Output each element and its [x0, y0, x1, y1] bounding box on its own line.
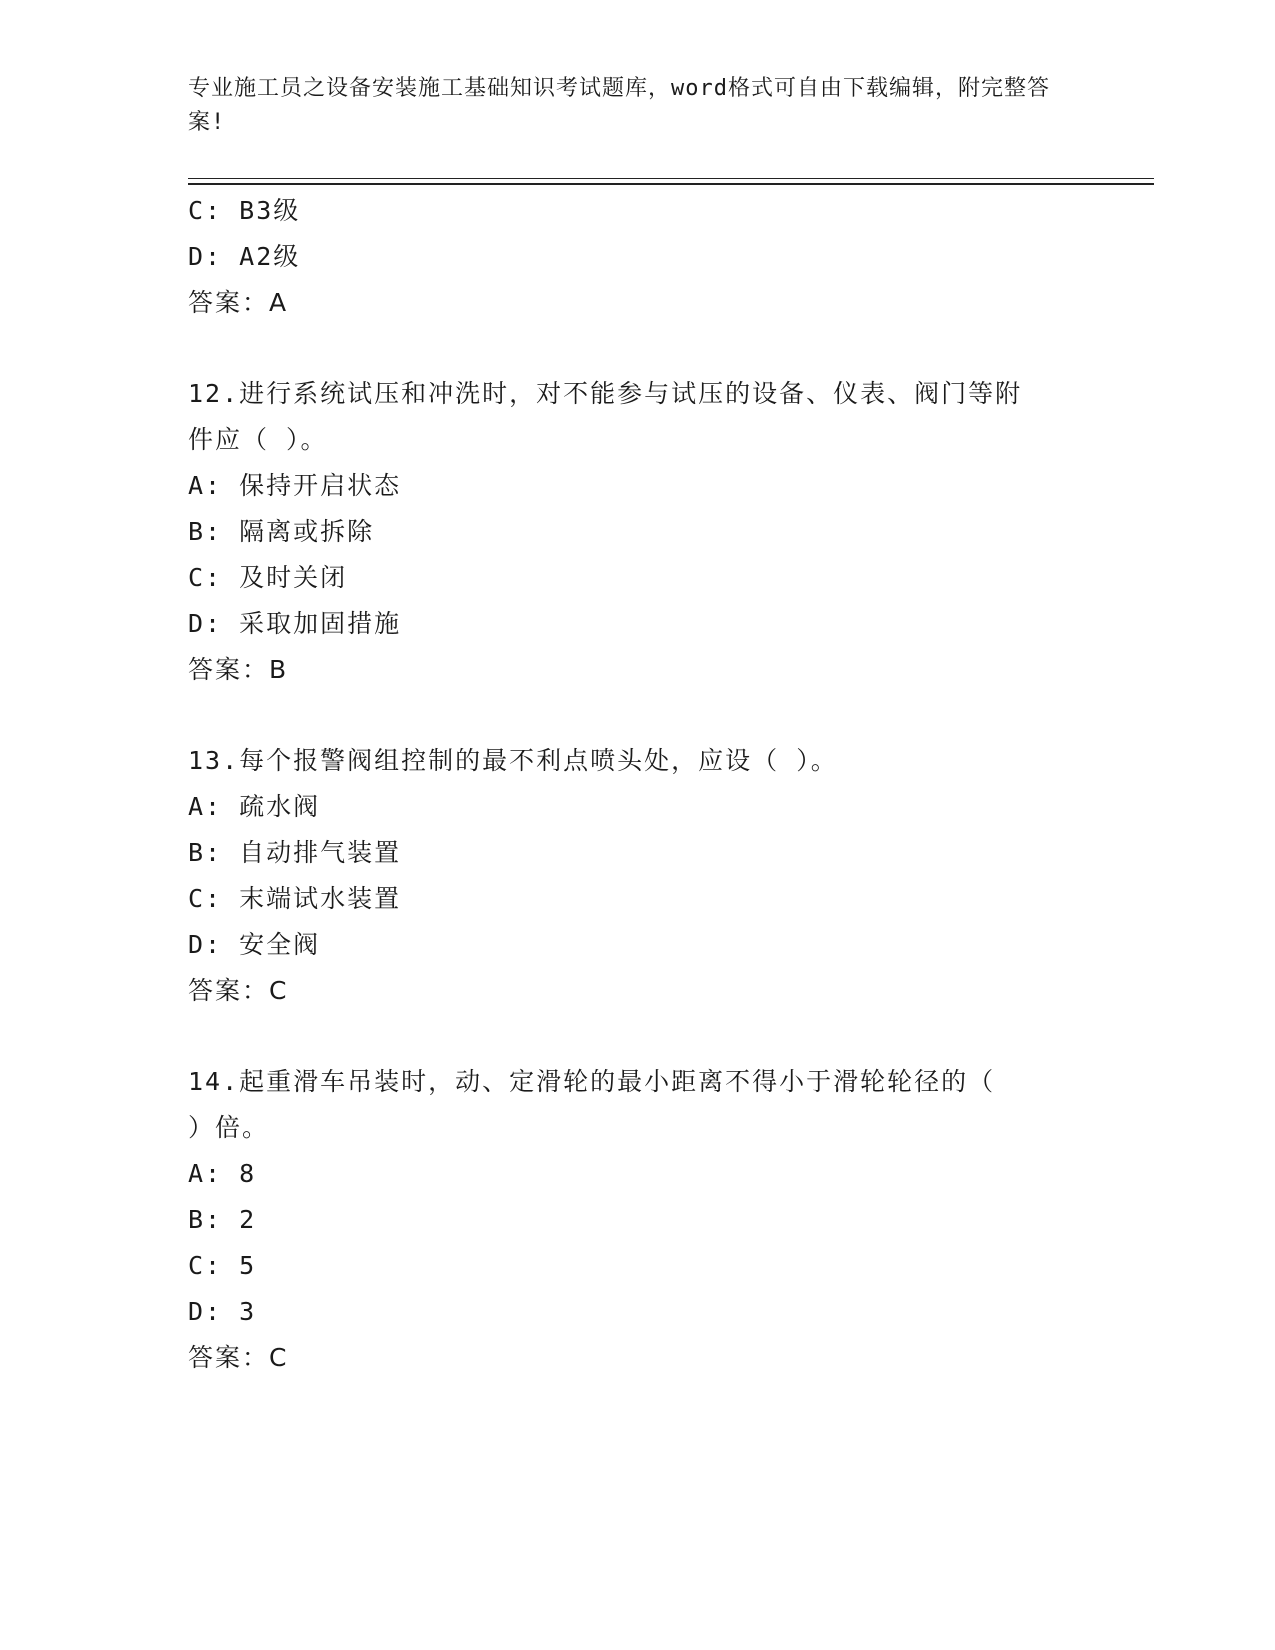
question-text: 13.每个报警阀组控制的最不利点喷头处，应设（ ）。: [188, 746, 838, 775]
question-text-continued: 件应（ ）。: [188, 425, 328, 454]
question-14: [188, 1059, 1088, 1381]
header-title: 专业施工员之设备安装施工基础知识考试题库，word格式可自由下载编辑，附完整答案!: [188, 76, 1050, 135]
option-a: A: 保持开启状态: [188, 471, 402, 500]
option-c: C: 5: [188, 1251, 257, 1280]
header-divider-thick: [188, 183, 1154, 185]
question-text-continued: ）倍。: [188, 1113, 270, 1142]
document-header: [188, 72, 1068, 140]
option-c: C: 及时关闭: [188, 563, 348, 592]
answer-line: 答案：C: [188, 1343, 289, 1372]
option-b: B: 2: [188, 1205, 257, 1234]
question-11-tail: [188, 188, 1088, 326]
option-c: C: B3级: [188, 196, 301, 225]
question-text: 12.进行系统试压和冲洗时，对不能参与试压的设备、仪表、阀门等附: [188, 379, 1023, 408]
option-d: D: A2级: [188, 242, 301, 271]
question-content: [188, 188, 1088, 1381]
question-13: [188, 738, 1088, 1014]
question-12: [188, 371, 1088, 693]
option-d: D: 安全阀: [188, 930, 321, 959]
option-b: B: 隔离或拆除: [188, 517, 375, 546]
option-a: A: 疏水阀: [188, 792, 321, 821]
option-c: C: 末端试水装置: [188, 884, 402, 913]
answer-line: 答案：C: [188, 976, 289, 1005]
option-d: D: 3: [188, 1297, 257, 1326]
answer-line: 答案：A: [188, 288, 289, 317]
option-a: A: 8: [188, 1159, 257, 1188]
option-b: B: 自动排气装置: [188, 838, 402, 867]
question-text: 14.起重滑车吊装时，动、定滑轮的最小距离不得小于滑轮轮径的（: [188, 1067, 996, 1096]
header-divider-thin: [188, 178, 1154, 179]
option-d: D: 采取加固措施: [188, 609, 402, 638]
answer-line: 答案：B: [188, 655, 289, 684]
